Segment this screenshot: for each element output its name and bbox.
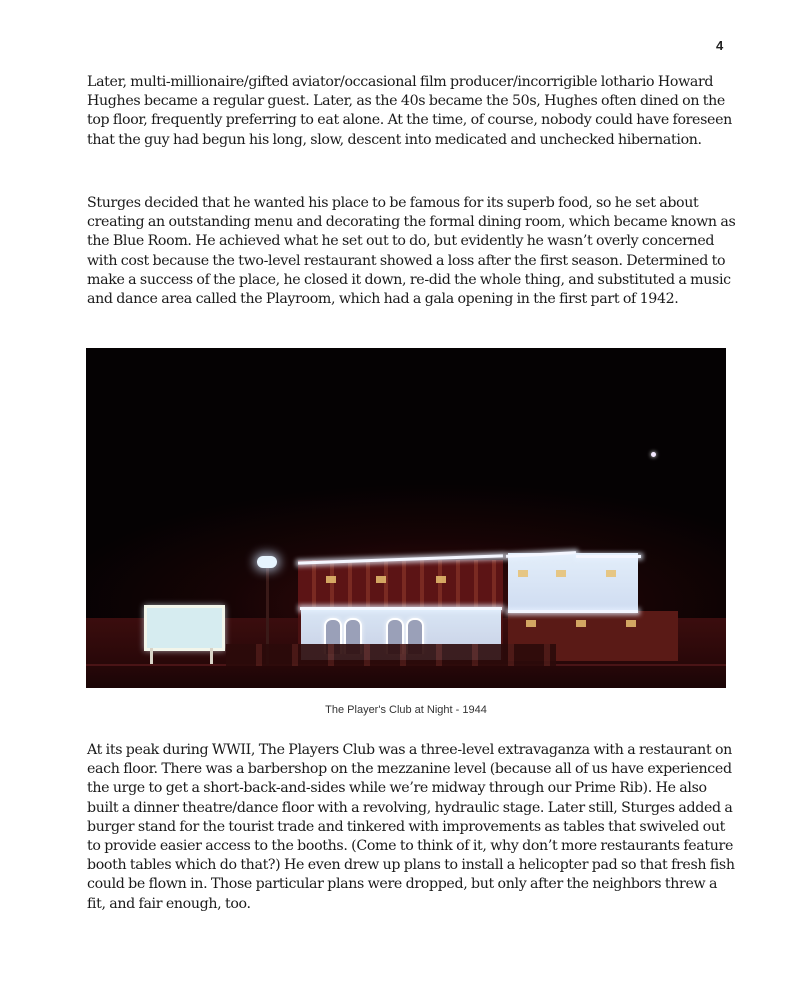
lit-window (556, 570, 566, 577)
night-photo-players-club (86, 348, 726, 688)
page-number: 4 (716, 38, 724, 53)
lit-window (576, 620, 586, 627)
street-lamp-light (257, 556, 277, 568)
paragraph-hughes: Later, multi-millionaire/gifted aviator/occasional film producer/incorrigible lothario Howard Hughes became a regular guest. Later, as the 40s became the 50s, Hughes often dined on the top floor, frequently preferring to eat alone. At the time, of course, nobody could have foreseen that the guy had begun his long, slow, descent into medicated and unchecked hibernation. (87, 74, 732, 148)
sign-post (150, 648, 153, 664)
paragraph-blue-room: Sturges decided that he wanted his place to be famous for its superb food, so he set about creating an outstanding menu and decorating the formal dining room, which became known as the Blue Room. He achieved what he set out to do, but evidently he wasn’t overly concerned with cost because the two-level restaurant showed a loss after the first season. Determined to make a success of the place, he closed it down, re-did the whole thing, and substituted a music and dance area called the Playroom, which had a gala opening in the first part of 1942. (87, 195, 736, 308)
lit-window (626, 620, 636, 627)
building-right-wing (508, 553, 638, 611)
sign-post (210, 648, 213, 664)
lit-window (376, 576, 386, 583)
moon (651, 452, 656, 457)
building-upper-floor (298, 560, 503, 608)
wing-light-string (508, 610, 638, 613)
figure-caption: The Player's Club at Night - 1944 (325, 704, 487, 716)
roof-light-string (576, 555, 641, 558)
paragraph-wwii-peak: At its peak during WWII, The Players Club was a three-level extravaganza with a restaurant on each floor. There was a barbershop on the mezzanine level (because all of us have experienced the urge to get a short-back-and-sides while we’re midway through our Prime Rib). He also built a dinner theatre/dance floor with a revolving, hydraulic stage. Later still, Sturges added a burger stand for the tourist trade and tinkered with improvements as tables that swiveled out to provide easier access to the booths. (Come to think of it, why don’t more restaurants feature booth tables which do that?) He even drew up plans to install a helicopter pad so that fresh fish could be flown in. Those particular plans were dropped, but only after the neighbors threw a fit, and fair enough, too. (87, 742, 735, 912)
lit-window (326, 576, 336, 583)
lit-window (436, 576, 446, 583)
lit-window (606, 570, 616, 577)
lit-window (526, 620, 536, 627)
parked-cars (226, 644, 556, 666)
illuminated-sign (144, 605, 225, 651)
lit-window (518, 570, 528, 577)
balcony-light-string (300, 607, 502, 610)
